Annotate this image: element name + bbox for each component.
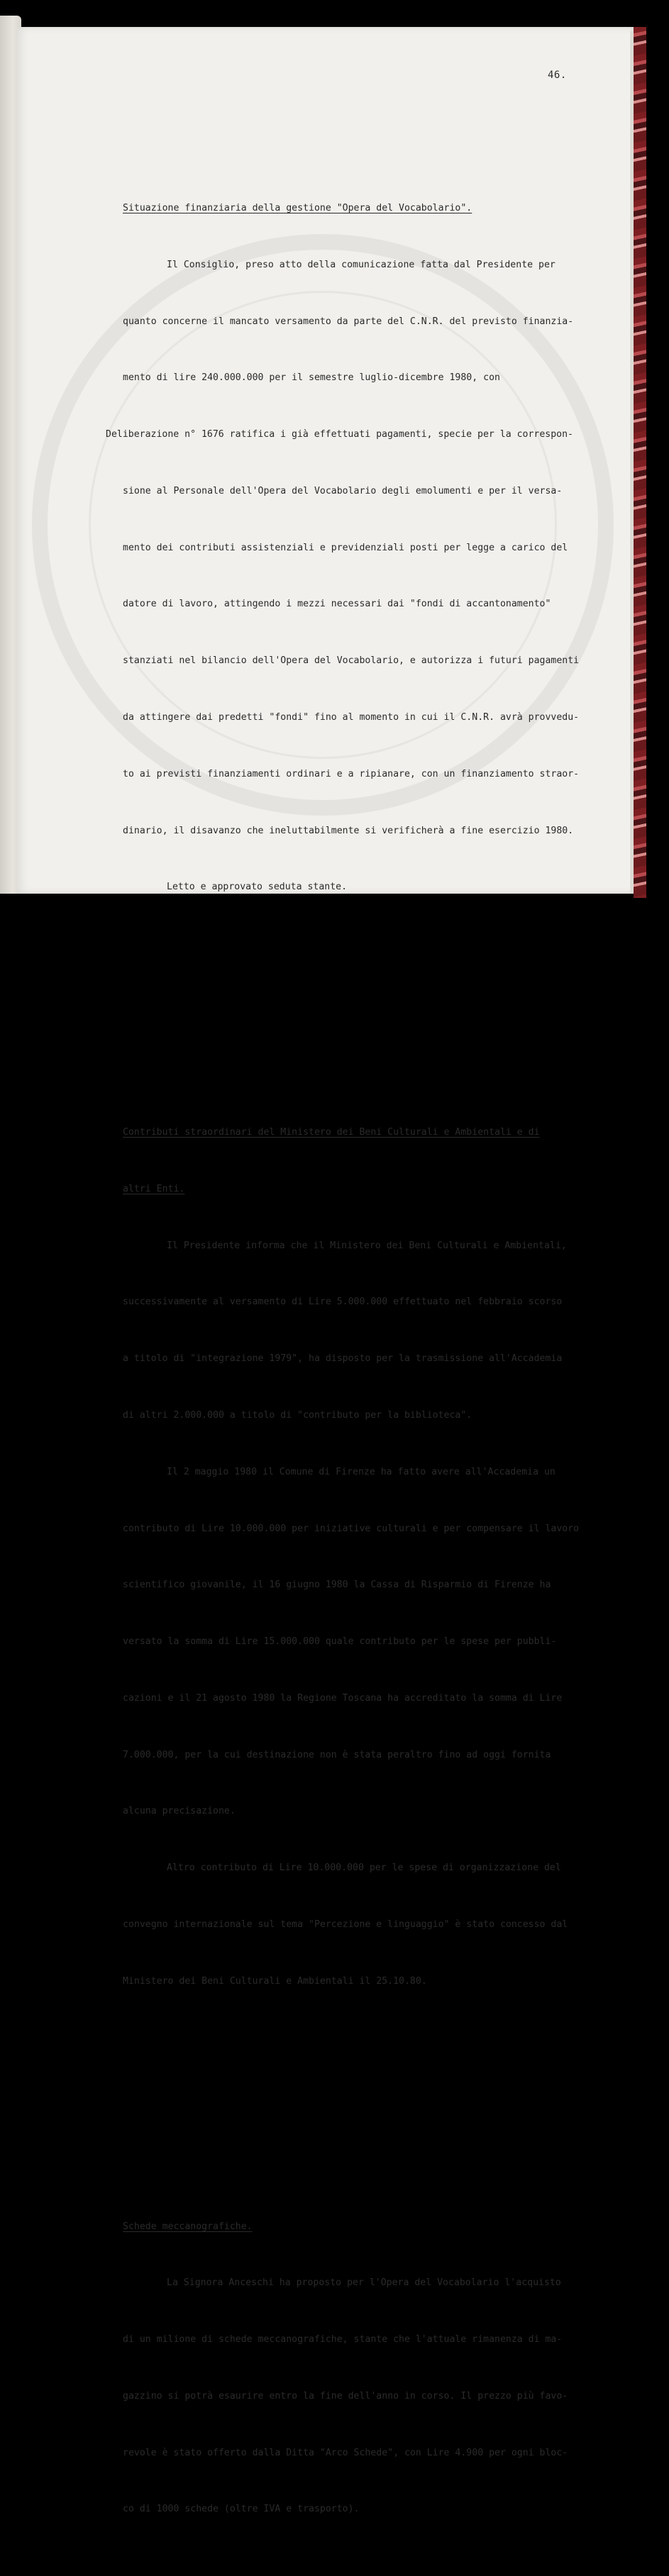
text-line: gazzino si potrà esaurire entro la fine dell'anno in corso. Il prezzo più favo- — [123, 2390, 568, 2402]
text-line: contributo di Lire 10.000.000 per iniziative culturali e per compensare il lavoro — [123, 1523, 580, 1534]
text-line: quanto concerne il mancato versamento da parte del C.N.R. del previsto finanzia- — [123, 316, 574, 327]
section-heading: altri Enti. — [123, 1183, 185, 1194]
section-gap — [123, 992, 584, 1011]
text-line: Altro contributo di Lire 10.000.000 per le spese di organizzazione del — [167, 1862, 561, 1874]
text-line: cazioni e il 21 agosto 1980 la Regione Toscana ha accreditato la somma di Lire — [123, 1692, 563, 1704]
text-line: a titolo di "integrazione 1979", ha disposto per la trasmissione all'Accademia — [123, 1353, 563, 1365]
text-line: mento dei contributi assistenziali e previdenziali posti per legge a carico del — [123, 542, 568, 553]
book-cover-edge — [634, 27, 646, 898]
section-heading: Situazione finanziaria della gestione "Opera del Vocabolario". — [123, 202, 472, 213]
text-line: convegno internazionale sul tema "Percezione e linguaggio" è stato concesso dal — [123, 1919, 568, 1930]
text-line: alcuna precisazione. — [123, 1806, 236, 1817]
text-line: to ai previsti finanziamenti ordinari e a ripianare, con un finanziamento straor- — [123, 768, 580, 779]
section-contributi — [123, 1086, 584, 2029]
text-line: Il 2 maggio 1980 il Comune di Firenze ha fatto avere all'Accademia un — [167, 1466, 555, 1477]
section-heading: Contributi straordinari del Ministero dei Beni Culturali e Ambientali e di — [123, 1127, 540, 1138]
text-line: scientifico giovanile, il 16 giugno 1980 la Cassa di Risparmio di Firenze ha — [123, 1580, 551, 1591]
text-line: di altri 2.000.000 a titolo di "contributo per la biblioteca". — [123, 1409, 472, 1421]
document-body — [106, 105, 584, 2576]
text-line: Il Consiglio, preso atto della comunicazione fatta dal Presidente per — [167, 259, 555, 270]
text-line: versato la somma di Lire 15.000.000 quale contributo per le spese per pubbli- — [123, 1636, 557, 1648]
text-line: 7.000.000, per la cui destinazione non è stata peraltro fino ad oggi fornita — [123, 1749, 551, 1760]
section-heading: Schede meccanografiche. — [123, 2221, 253, 2232]
section-finanziaria — [106, 162, 584, 935]
section-schede — [123, 2180, 584, 2557]
text-line: da attingere dai predetti "fondi" fino al momento in cui il C.N.R. avrà provvedu- — [123, 712, 580, 723]
text-line: dinario, il disavanzo che ineluttabilmente si verificherà a fine esercizio 1980. — [123, 825, 574, 836]
text-line: stanziati nel bilancio dell'Opera del Vocabolario, e autorizza i futuri pagamenti — [123, 655, 580, 667]
text-line: datore di lavoro, attingendo i mezzi necessari dai "fondi di accantonamento" — [123, 599, 551, 610]
page-number: 46. — [548, 70, 567, 81]
text-line: Ministero dei Beni Culturali e Ambientali il 25.10.80. — [123, 1975, 427, 1987]
section-gap — [123, 2085, 584, 2104]
text-line: successivamente al versamento di Lire 5.000.000 effettuato nel febbraio scorso — [123, 1297, 563, 1308]
text-line: di un milione di schede meccanografiche, stante che l'attuale rimanenza di ma- — [123, 2334, 563, 2345]
text-line: mento di lire 240.000.000 per il semestre luglio-dicembre 1980, con — [123, 372, 500, 384]
text-line: La Signora Anceschi ha proposto per l'Opera del Vocabolario l'acquisto — [167, 2277, 561, 2289]
text-line: co di 1000 schede (oltre IVA e trasporto). — [123, 2504, 360, 2515]
text-line: revole è stato offerto dalla Ditta "Arco Schede", con Lire 4.900 per ogni bloc- — [123, 2447, 568, 2458]
text-line: Letto e approvato seduta stante. — [167, 882, 348, 893]
text-line: Deliberazione n° 1676 ratifica i già effettuati pagamenti, specie per la correspon- — [106, 429, 573, 440]
text-line: sione al Personale dell'Opera del Vocabolario degli emolumenti e per il versa- — [123, 485, 563, 496]
text-line: Il Presidente informa che il Ministero dei Beni Culturali e Ambientali, — [167, 1240, 567, 1251]
